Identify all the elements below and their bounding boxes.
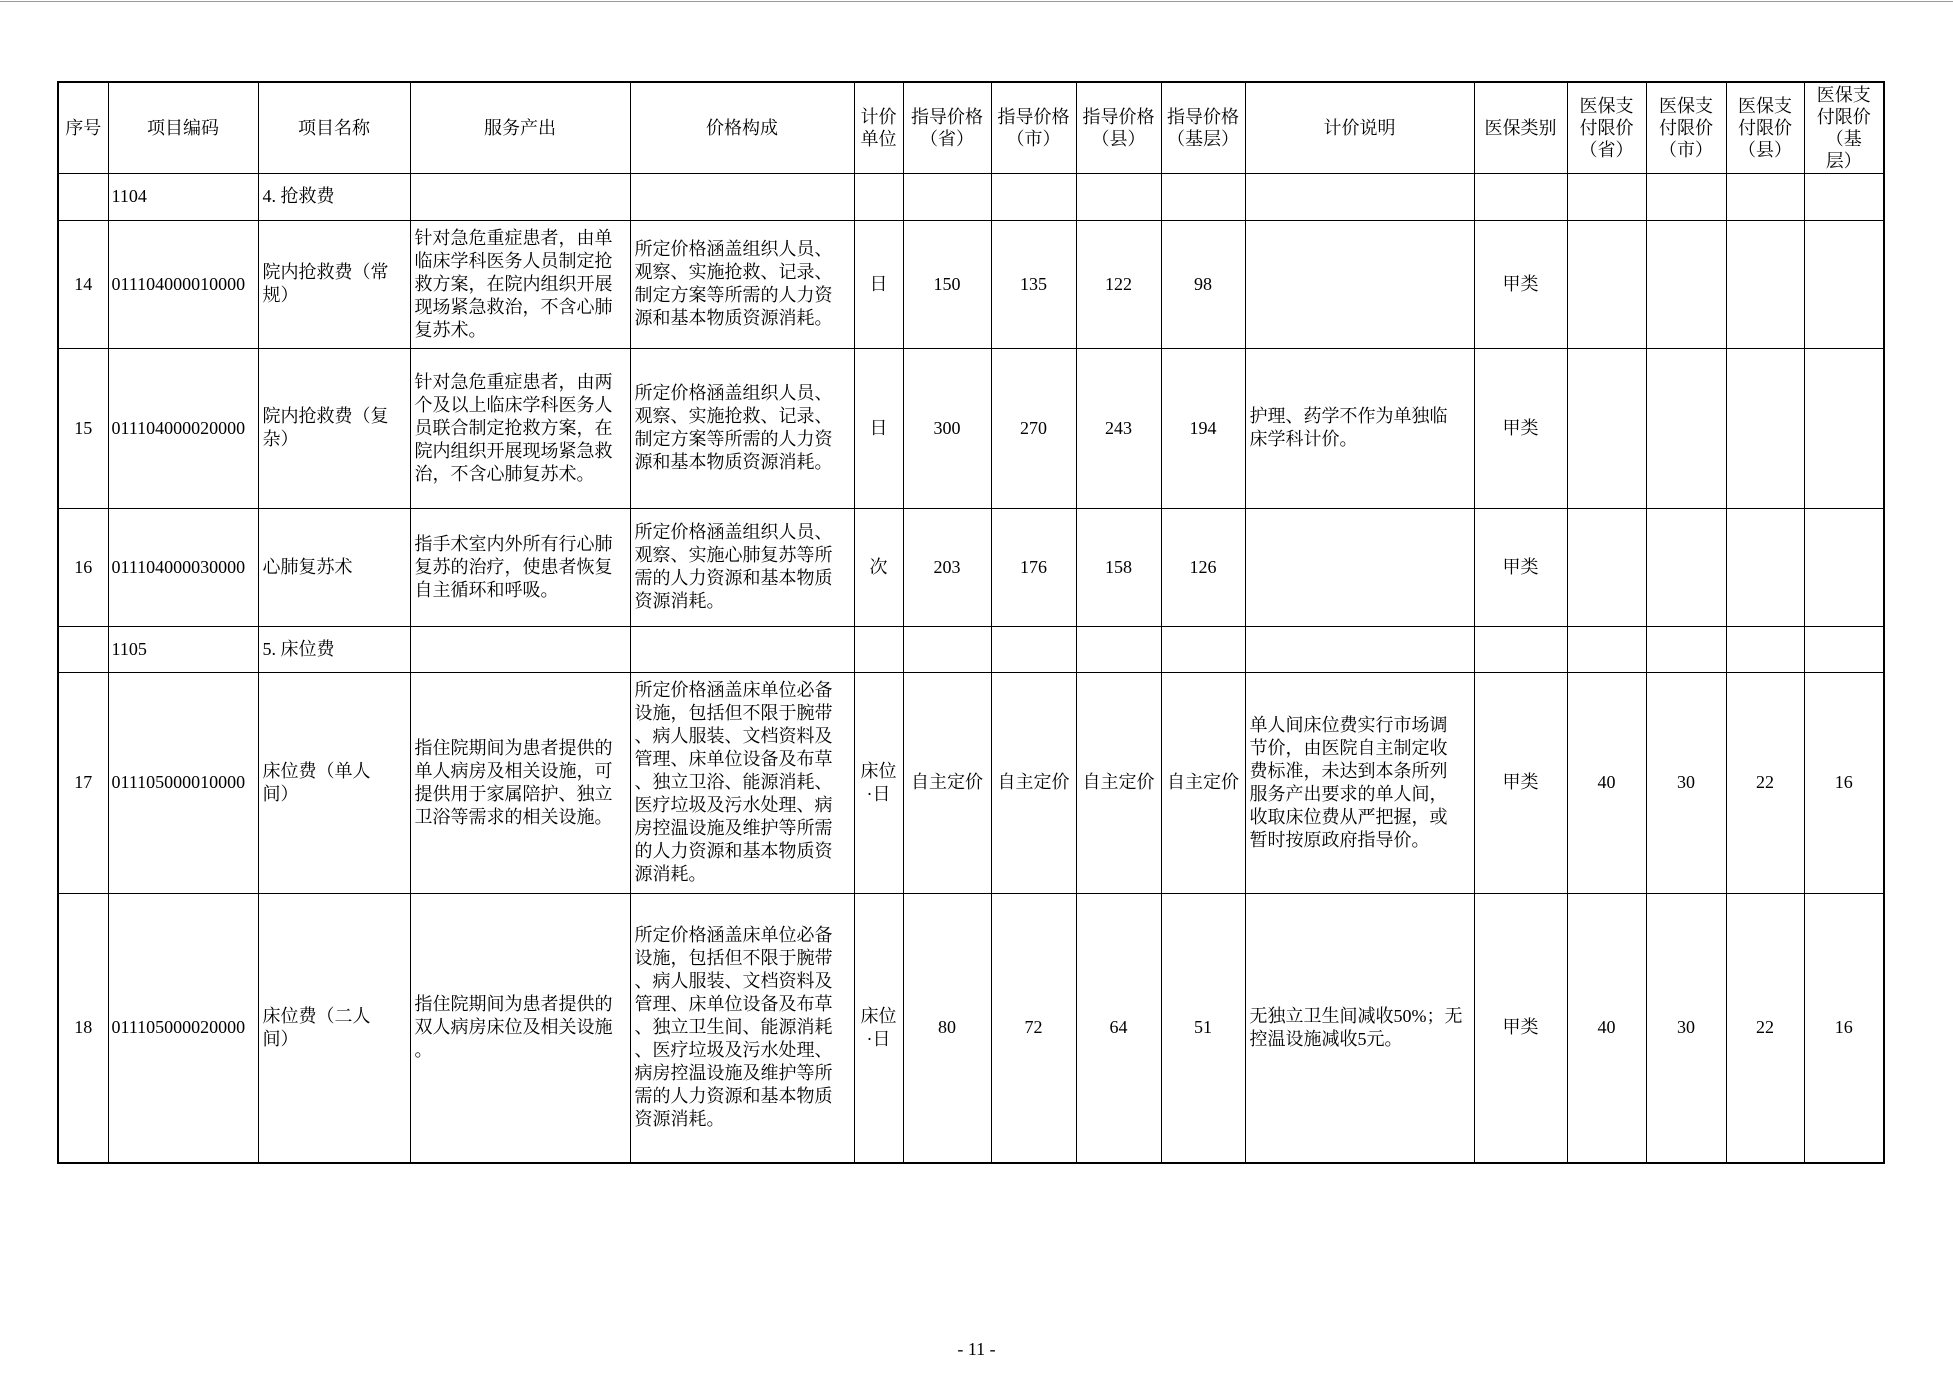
pricing-note-cell [1245,220,1474,348]
insurance-category-cell [1474,173,1567,220]
guide-price-grassroots-cell [1161,173,1245,220]
guide-price-province-cell: 203 [903,508,991,626]
guide-price-grassroots-cell: 194 [1161,348,1245,508]
insurance-category-cell: 甲类 [1474,348,1567,508]
guide-price-province-cell: 80 [903,893,991,1163]
pricing-note-cell: 无独立卫生间减收50%；无 控温设施减收5元。 [1245,893,1474,1163]
insurance-limit-grassroots-cell: 16 [1804,893,1884,1163]
item-name-cell: 心肺复苏术 [258,508,410,626]
insurance-limit-county-cell [1726,348,1804,508]
pricing-unit-cell: 次 [854,508,903,626]
pricing-unit-cell: 日 [854,220,903,348]
insurance-category-cell [1474,626,1567,672]
guide-price-county-cell [1076,626,1161,672]
section-code-cell: 1104 [108,173,258,220]
guide-price-province-cell: 150 [903,220,991,348]
guide-price-city-cell [991,173,1076,220]
guide-price-county-cell: 122 [1076,220,1161,348]
insurance-limit-province-cell [1567,220,1646,348]
pricing-unit-cell [854,626,903,672]
guide-price-grassroots-cell: 自主定价 [1161,672,1245,893]
table-header-row [58,82,1884,173]
item-code-cell: 011104000010000 [108,220,258,348]
section-row [58,626,1884,672]
guide-price-county-cell: 158 [1076,508,1161,626]
item-name-cell: 床位费（二人 间） [258,893,410,1163]
section-row [58,173,1884,220]
insurance-limit-county-cell: 22 [1726,893,1804,1163]
insurance-category-cell: 甲类 [1474,220,1567,348]
guide-price-city-cell: 72 [991,893,1076,1163]
price-composition-cell: 所定价格涵盖组织人员、 观察、实施心肺复苏等所 需的人力资源和基本物质 资源消耗。 [630,508,854,626]
insurance-limit-province-cell: 40 [1567,672,1646,893]
table-row [58,508,1884,626]
table-row [58,672,1884,893]
insurance-limit-grassroots-cell [1804,626,1884,672]
insurance-limit-city-cell [1646,220,1726,348]
service-output-cell [410,626,630,672]
seq-cell: 15 [58,348,108,508]
guide-price-province-cell [903,173,991,220]
insurance-limit-city-cell [1646,173,1726,220]
seq-cell [58,173,108,220]
price-composition-cell [630,173,854,220]
insurance-limit-county-cell [1726,173,1804,220]
header-seq: 序号 [58,82,108,173]
pricing-unit-cell [854,173,903,220]
section-name-cell: 5. 床位费 [258,626,410,672]
item-name-cell: 院内抢救费（常 规） [258,220,410,348]
insurance-limit-city-cell [1646,348,1726,508]
header-item-name: 项目名称 [258,82,410,173]
item-name-cell: 床位费（单人 间） [258,672,410,893]
insurance-limit-county-cell [1726,626,1804,672]
insurance-limit-county-cell [1726,220,1804,348]
price-table [57,81,1885,1164]
section-name-cell: 4. 抢救费 [258,173,410,220]
item-name-cell: 院内抢救费（复 杂） [258,348,410,508]
insurance-limit-province-cell [1567,348,1646,508]
table-row [58,348,1884,508]
seq-cell: 18 [58,893,108,1163]
page-top-rule [0,1,1953,2]
pricing-note-cell: 护理、药学不作为单独临 床学科计价。 [1245,348,1474,508]
insurance-limit-city-cell: 30 [1646,672,1726,893]
guide-price-province-cell: 300 [903,348,991,508]
price-composition-cell: 所定价格涵盖床单位必备 设施，包括但不限于腕带 、病人服装、文档资料及 管理、床单位设备及布草 、独立卫浴、能源消耗、 医疗垃圾及污水处理、病 房控温设施及维护等所需 的人力资源和基本物质资 源消耗。 [630,672,854,893]
guide-price-province-cell: 自主定价 [903,672,991,893]
item-code-cell: 011105000010000 [108,672,258,893]
insurance-limit-grassroots-cell [1804,220,1884,348]
pricing-unit-cell: 床位 ·日 [854,672,903,893]
insurance-limit-province-cell [1567,508,1646,626]
service-output-cell: 指住院期间为患者提供的 双人病房床位及相关设施 。 [410,893,630,1163]
page-number: - 11 - [957,1339,996,1359]
guide-price-county-cell: 243 [1076,348,1161,508]
section-code-cell: 1105 [108,626,258,672]
header-item-code: 项目编码 [108,82,258,173]
service-output-cell: 针对急危重症患者，由两 个及以上临床学科医务人 员联合制定抢救方案，在 院内组织开展现场紧急救 治，不含心肺复苏术。 [410,348,630,508]
service-output-cell [410,173,630,220]
header-guide-price-province: 指导价格 （省） [903,82,991,173]
guide-price-county-cell: 64 [1076,893,1161,1163]
guide-price-province-cell [903,626,991,672]
header-insurance-limit-county: 医保支 付限价 （县） [1726,82,1804,173]
insurance-category-cell: 甲类 [1474,508,1567,626]
pricing-note-cell: 单人间床位费实行市场调 节价，由医院自主制定收 费标准，未达到本条所列 服务产出要求的单人间， 收取床位费从严把握，或 暂时按原政府指导价。 [1245,672,1474,893]
header-guide-price-city: 指导价格 （市） [991,82,1076,173]
header-guide-price-county: 指导价格 （县） [1076,82,1161,173]
price-composition-cell: 所定价格涵盖床单位必备 设施，包括但不限于腕带 、病人服装、文档资料及 管理、床单位设备及布草 、独立卫生间、能源消耗 、医疗垃圾及污水处理、 病房控温设施及维护等所 需的人力资源和基本物质 资源消耗。 [630,893,854,1163]
header-price-composition: 价格构成 [630,82,854,173]
header-insurance-category: 医保类别 [1474,82,1567,173]
insurance-limit-grassroots-cell: 16 [1804,672,1884,893]
guide-price-grassroots-cell [1161,626,1245,672]
item-code-cell: 011104000030000 [108,508,258,626]
pricing-note-cell [1245,508,1474,626]
insurance-limit-province-cell [1567,173,1646,220]
service-output-cell: 指住院期间为患者提供的 单人病房及相关设施，可 提供用于家属陪护、独立 卫浴等需求的相关设施。 [410,672,630,893]
header-pricing-unit: 计价 单位 [854,82,903,173]
insurance-limit-province-cell: 40 [1567,893,1646,1163]
insurance-limit-county-cell [1726,508,1804,626]
guide-price-grassroots-cell: 126 [1161,508,1245,626]
price-composition-cell [630,626,854,672]
guide-price-county-cell [1076,173,1161,220]
item-code-cell: 011105000020000 [108,893,258,1163]
guide-price-grassroots-cell: 51 [1161,893,1245,1163]
pricing-unit-cell: 床位 ·日 [854,893,903,1163]
header-insurance-limit-grassroots: 医保支 付限价 （基 层） [1804,82,1884,173]
guide-price-city-cell: 176 [991,508,1076,626]
header-guide-price-grassroots: 指导价格 （基层） [1161,82,1245,173]
insurance-limit-city-cell [1646,508,1726,626]
insurance-limit-county-cell: 22 [1726,672,1804,893]
guide-price-city-cell: 135 [991,220,1076,348]
guide-price-county-cell: 自主定价 [1076,672,1161,893]
pricing-note-cell [1245,173,1474,220]
seq-cell [58,626,108,672]
pricing-unit-cell: 日 [854,348,903,508]
table-row [58,220,1884,348]
seq-cell: 17 [58,672,108,893]
price-composition-cell: 所定价格涵盖组织人员、 观察、实施抢救、记录、 制定方案等所需的人力资 源和基本物质资源消耗。 [630,220,854,348]
insurance-limit-grassroots-cell [1804,348,1884,508]
insurance-category-cell: 甲类 [1474,893,1567,1163]
service-output-cell: 指手术室内外所有行心肺 复苏的治疗，使患者恢复 自主循环和呼吸。 [410,508,630,626]
guide-price-grassroots-cell: 98 [1161,220,1245,348]
seq-cell: 14 [58,220,108,348]
service-output-cell: 针对急危重症患者，由单 临床学科医务人员制定抢 救方案，在院内组织开展 现场紧急救治，不含心肺 复苏术。 [410,220,630,348]
insurance-limit-grassroots-cell [1804,508,1884,626]
guide-price-city-cell: 270 [991,348,1076,508]
header-insurance-limit-city: 医保支 付限价 （市） [1646,82,1726,173]
price-composition-cell: 所定价格涵盖组织人员、 观察、实施抢救、记录、 制定方案等所需的人力资 源和基本物质资源消耗。 [630,348,854,508]
header-insurance-limit-province: 医保支 付限价 （省） [1567,82,1646,173]
guide-price-city-cell [991,626,1076,672]
insurance-limit-city-cell: 30 [1646,893,1726,1163]
header-service-output: 服务产出 [410,82,630,173]
seq-cell: 16 [58,508,108,626]
insurance-limit-province-cell [1567,626,1646,672]
item-code-cell: 011104000020000 [108,348,258,508]
insurance-category-cell: 甲类 [1474,672,1567,893]
header-pricing-note: 计价说明 [1245,82,1474,173]
table-row [58,893,1884,1163]
guide-price-city-cell: 自主定价 [991,672,1076,893]
insurance-limit-city-cell [1646,626,1726,672]
pricing-note-cell [1245,626,1474,672]
insurance-limit-grassroots-cell [1804,173,1884,220]
